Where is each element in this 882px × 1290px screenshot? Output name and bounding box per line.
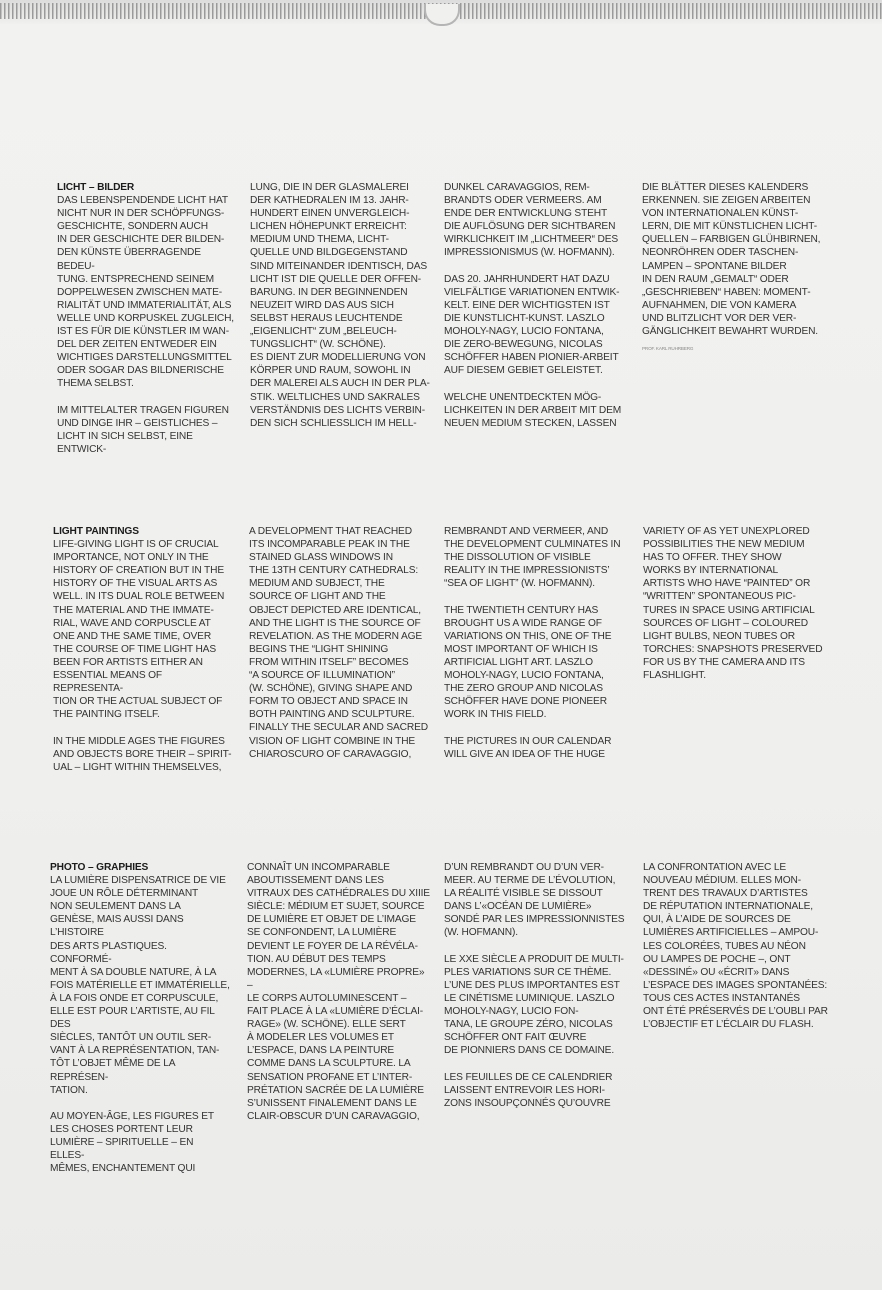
german-column-2: LUNG, DIE IN DER GLASMALEREI DER KATHEDRALEN IM 13. JAHR- HUNDERT EINEN UNVERGLEICH- LICHEN HÖHEPUNKT ERREICHT: MEDIUM UND THEMA, LICHT- QUELLE UND BILDGEGENSTAND SIND MITEINANDER IDENTISCH, DAS LICHT IST DIE QUELLE DER OFFEN- BARUNG. IN DER BEGINNENDEN NEUZEIT WIRD DAS AUS SICH SELBST HERAUS LEUCHTENDE „EIGENLICHT“ ZUM „BELEUCH- TUNGSLICHT“ (W. SCHÖNE). ES DIENT ZUR MODELLIERUNG VON KÖRPER UND RAUM, SOWOHL IN DER MALEREI ALS AUCH IN DER PLA- STIK. WELTLICHES UND SAKRALES VERSTÄNDNIS DES LICHTS VERBIN- DEN SICH SCHLIESSLICH IM HELL- xyxy=(250,182,430,429)
french-text-1: LA LUMIÈRE DISPENSATRICE DE VIE JOUE UN RÔLE DÉTERMINANT NON SEULEMENT DANS LA GENÈSE, MAIS AUSSI DANS L’HISTOIRE DES ARTS PLASTIQUES. CONFORMÉ- MENT À SA DOUBLE NATURE, À LA FOIS MATÉRIELLE ET IMMATÉRIELLE, À LA FOIS ONDE ET CORPUSCULE, ELLE EST POUR L’ARTISTE, AU FIL DES SIÈCLES, TANTÔT UN OUTIL SER- VANT À LA REPRÉSENTATION, TAN- TÔT L’OBJET MÊME DE LA REPRÉSEN- TATION. AU MOYEN-ÂGE, LES FIGURES ET LES CHOSES PORTENT LEUR LUMIÈRE – SPIRITUELLE – EN ELLES- MÊMES, ENCHANTEMENT QUI xyxy=(50,875,230,1175)
english-column-2: A DEVELOPMENT THAT REACHED ITS INCOMPARABLE PEAK IN THE STAINED GLASS WINDOWS IN THE 13TH CENTURY CATHEDRALS: MEDIUM AND SUBJECT, THE SOURCE OF LIGHT AND THE OBJECT DEPICTED ARE IDENTICAL, AND THE LIGHT IS THE SOURCE OF REVELATION. AS THE MODERN AGE BEGINS THE “LIGHT SHINING FROM WITHIN ITSELF” BECOMES “A SOURCE OF ILLUMINATION” (W. SCHÖNE), GIVING SHAPE AND FORM TO OBJECT AND SPACE IN BOTH PAINTING AND SCULPTURE. FINALLY THE SECULAR AND SACRED VISION OF LIGHT COMBINE IN THE CHIAROSCURO OF CARAVAGGIO, xyxy=(249,526,428,760)
english-text-1: LIFE-GIVING LIGHT IS OF CRUCIAL IMPORTANCE, NOT ONLY IN THE HISTORY OF CREATION BUT IN THE HISTORY OF THE VISUAL ARTS AS WELL. IN ITS DUAL ROLE BETWEEN THE MATERIAL AND THE IMMATE- RIAL, WAVE AND CORPUSCLE AT ONE AND THE SAME TIME, OVER THE COURSE OF TIME LIGHT HAS BEEN FOR ARTISTS EITHER AN ESSENTIAL MEANS OF REPRESENTA- TION OR THE ACTUAL SUBJECT OF THE PAINTING ITSELF. IN THE MIDDLE AGES THE FIGURES AND OBJECTS BORE THEIR – SPIRIT- UAL – LIGHT WITHIN THEMSELVES, xyxy=(53,539,232,773)
french-column-1 xyxy=(50,861,230,1175)
german-text-4: DIE BLÄTTER DIESES KALENDERS ERKENNEN. SIE ZEIGEN ARBEITEN VON INTERNATIONALEN KÜNST- LERN, DIE MIT KÜNSTLICHEN LICHT- QUELLEN – FARBIGEN GLÜHBIRNEN, NEONRÖHREN ODER TASCHEN- LAMPEN – SPONTANE BILDER IN DEN RAUM „GEMALT“ ODER „GESCHRIEBEN“ HABEN: MOMENT- AUFNAHMEN, DIE VON KAMERA UND BLITZLICHT VOR DER VER- GÄNGLICHKEIT BEWAHRT WURDEN. xyxy=(642,182,821,338)
german-column-1 xyxy=(57,181,237,456)
author-credit: PROF. KARL RUHRBERG xyxy=(642,346,694,352)
german-heading: LICHT – BILDER xyxy=(57,182,135,193)
english-column-1 xyxy=(53,525,233,774)
french-column-4: LA CONFRONTATION AVEC LE NOUVEAU MÉDIUM. ELLES MON- TRENT DES TRAVAUX D’ARTISTES DE RÉPUTATION INTERNATIONALE, QUI, À L’AIDE DE SOURCES DE LUMIÈRES ARTIFICIELLES – AMPOU- LES COLORÉES, TUBES AU NÉON OU LAMPES DE POCHE –, ONT «DESSINÉ» OU «ÉCRIT» DANS L’ESPACE DES IMAGES SPONTANÉES: TOUS CES ACTES INSTANTANÉS ONT ÉTÉ PRÉSERVÉS DE L’OUBLI PAR L’OBJECTIF ET L’ÉCLAIR DU FLASH. xyxy=(643,862,828,1031)
english-column-3: REMBRANDT AND VERMEER, AND THE DEVELOPMENT CULMINATES IN THE DISSOLUTION OF VISIBLE REALITY IN THE IMPRESSIONISTS’ “SEA OF LIGHT” (W. HOFMANN). THE TWENTIETH CENTURY HAS BROUGHT US A WIDE RANGE OF VARIATIONS ON THIS, ONE OF THE MOST IMPORTANT OF WHICH IS ARTIFICIAL LIGHT ART. LASZLO MOHOLY-NAGY, LUCIO FONTANA, THE ZERO GROUP AND NICOLAS SCHÖFFER HAVE DONE PIONEER WORK IN THIS FIELD. THE PICTURES IN OUR CALENDAR WILL GIVE AN IDEA OF THE HUGE xyxy=(444,526,621,760)
english-heading: LIGHT PAINTINGS xyxy=(53,526,139,537)
french-heading: PHOTO – GRAPHIES xyxy=(50,862,149,873)
french-column-2: CONNAÎT UN INCOMPARABLE ABOUTISSEMENT DANS LES VITRAUX DES CATHÉDRALES DU XIIIE SIÈCLE: MÉDIUM ET SUJET, SOURCE DE LUMIÈRE ET OBJET DE L’IMAGE SE CONFONDENT, LA LUMIÈRE DEVIENT LE FOYER DE LA RÉVÉLA- TION. AU DÉBUT DES TEMPS MODERNES, LA «LUMIÈRE PROPRE» – LE CORPS AUTOLUMINESCENT – FAIT PLACE À LA «LUMIÈRE D’ÉCLAI- RAGE» (W. SCHÖNE). ELLE SERT À MODELER LES VOLUMES ET L’ESPACE, DANS LA PEINTURE COMME DANS LA SCULPTURE. LA SENSATION PROFANE ET L’INTER- PRÉTATION SACRÉE DE LA LUMIÈRE S’UNISSENT FINALEMENT DANS LE CLAIR-OBSCUR D’UN CARAVAGGIO, xyxy=(247,862,430,1122)
french-column-3: D’UN REMBRANDT OU D’UN VER- MEER. AU TERME DE L’ÉVOLUTION, LA RÉALITÉ VISIBLE SE DISSOUT DANS L’«OCÉAN DE LUMIÈRE» SONDÉ PAR LES IMPRESSIONNISTES (W. HOFMANN). LE XXE SIÈCLE A PRODUIT DE MULTI- PLES VARIATIONS SUR CE THÈME. L’UNE DES PLUS IMPORTANTES EST LE CINÉTISME LUMINIQUE. LASZLO MOHOLY-NAGY, LUCIO FON- TANA, LE GROUPE ZÉRO, NICOLAS SCHÖFFER ONT FAIT ŒUVRE DE PIONNIERS DANS CE DOMAINE. LES FEUILLES DE CE CALENDRIER LAISSENT ENTREVOIR LES HORI- ZONS INSOUPÇONNÉS QU’OUVRE xyxy=(444,862,625,1109)
english-column-4: VARIETY OF AS YET UNEXPLORED POSSIBILITIES THE NEW MEDIUM HAS TO OFFER. THEY SHOW WORKS BY INTERNATIONAL ARTISTS WHO HAVE “PAINTED” OR “WRITTEN” SPONTANEOUS PIC- TURES IN SPACE USING ARTIFICIAL SOURCES OF LIGHT – COLOURED LIGHT BULBS, NEON TUBES OR TORCHES: SNAPSHOTS PRESERVED FOR US BY THE CAMERA AND ITS FLASHLIGHT. xyxy=(643,526,823,682)
german-text-1: DAS LEBENSPENDENDE LICHT HAT NICHT NUR IN DER SCHÖPFUNGS- GESCHICHTE, SONDERN AUCH IN DER GESCHICHTE DER BILDEN- DEN KÜNSTE ÜBERRAGENDE BEDEU- TUNG. ENTSPRECHEND SEINEM DOPPELWESEN ZWISCHEN MATE- RIALITÄT UND IMMATERIALITÄT, ALS WELLE UND KORPUSKEL ZUGLEICH, IST ES FÜR DIE KÜNSTLER IM WAN- DEL DER ZEITEN ENTWEDER EIN WICHTIGES DARSTELLUNGSMITTEL ODER SOGAR DAS BILDNERISCHE THEMA SELBST. IM MITTELALTER TRAGEN FIGUREN UND DINGE IHR – GEISTLICHES – LICHT IN SICH SELBST, EINE ENTWICK- xyxy=(57,195,234,455)
german-column-3: DUNKEL CARAVAGGIOS, REM- BRANDTS ODER VERMEERS. AM ENDE DER ENTWICKLUNG STEHT DIE AUFLÖSUNG DER SICHTBAREN WIRKLICHKEIT IM „LICHTMEER“ DES IMPRESSIONISMUS (W. HOFMANN). DAS 20. JAHRHUNDERT HAT DAZU VIELFÄLTIGE VARIATIONEN ENTWIK- KELT. EINE DER WICHTIGSTEN IST DIE KUNSTLICHT-KUNST. LASZLO MOHOLY-NAGY, LUCIO FONTANA, DIE ZERO-BEWEGUNG, NICOLAS SCHÖFFER HABEN PIONIER-ARBEIT AUF DIESEM GEBIET GELEISTET. WELCHE UNENTDECKTEN MÖG- LICHKEITEN IN DER ARBEIT MIT DEM NEUEN MEDIUM STECKEN, LASSEN xyxy=(444,182,622,429)
german-column-4 xyxy=(642,181,832,352)
